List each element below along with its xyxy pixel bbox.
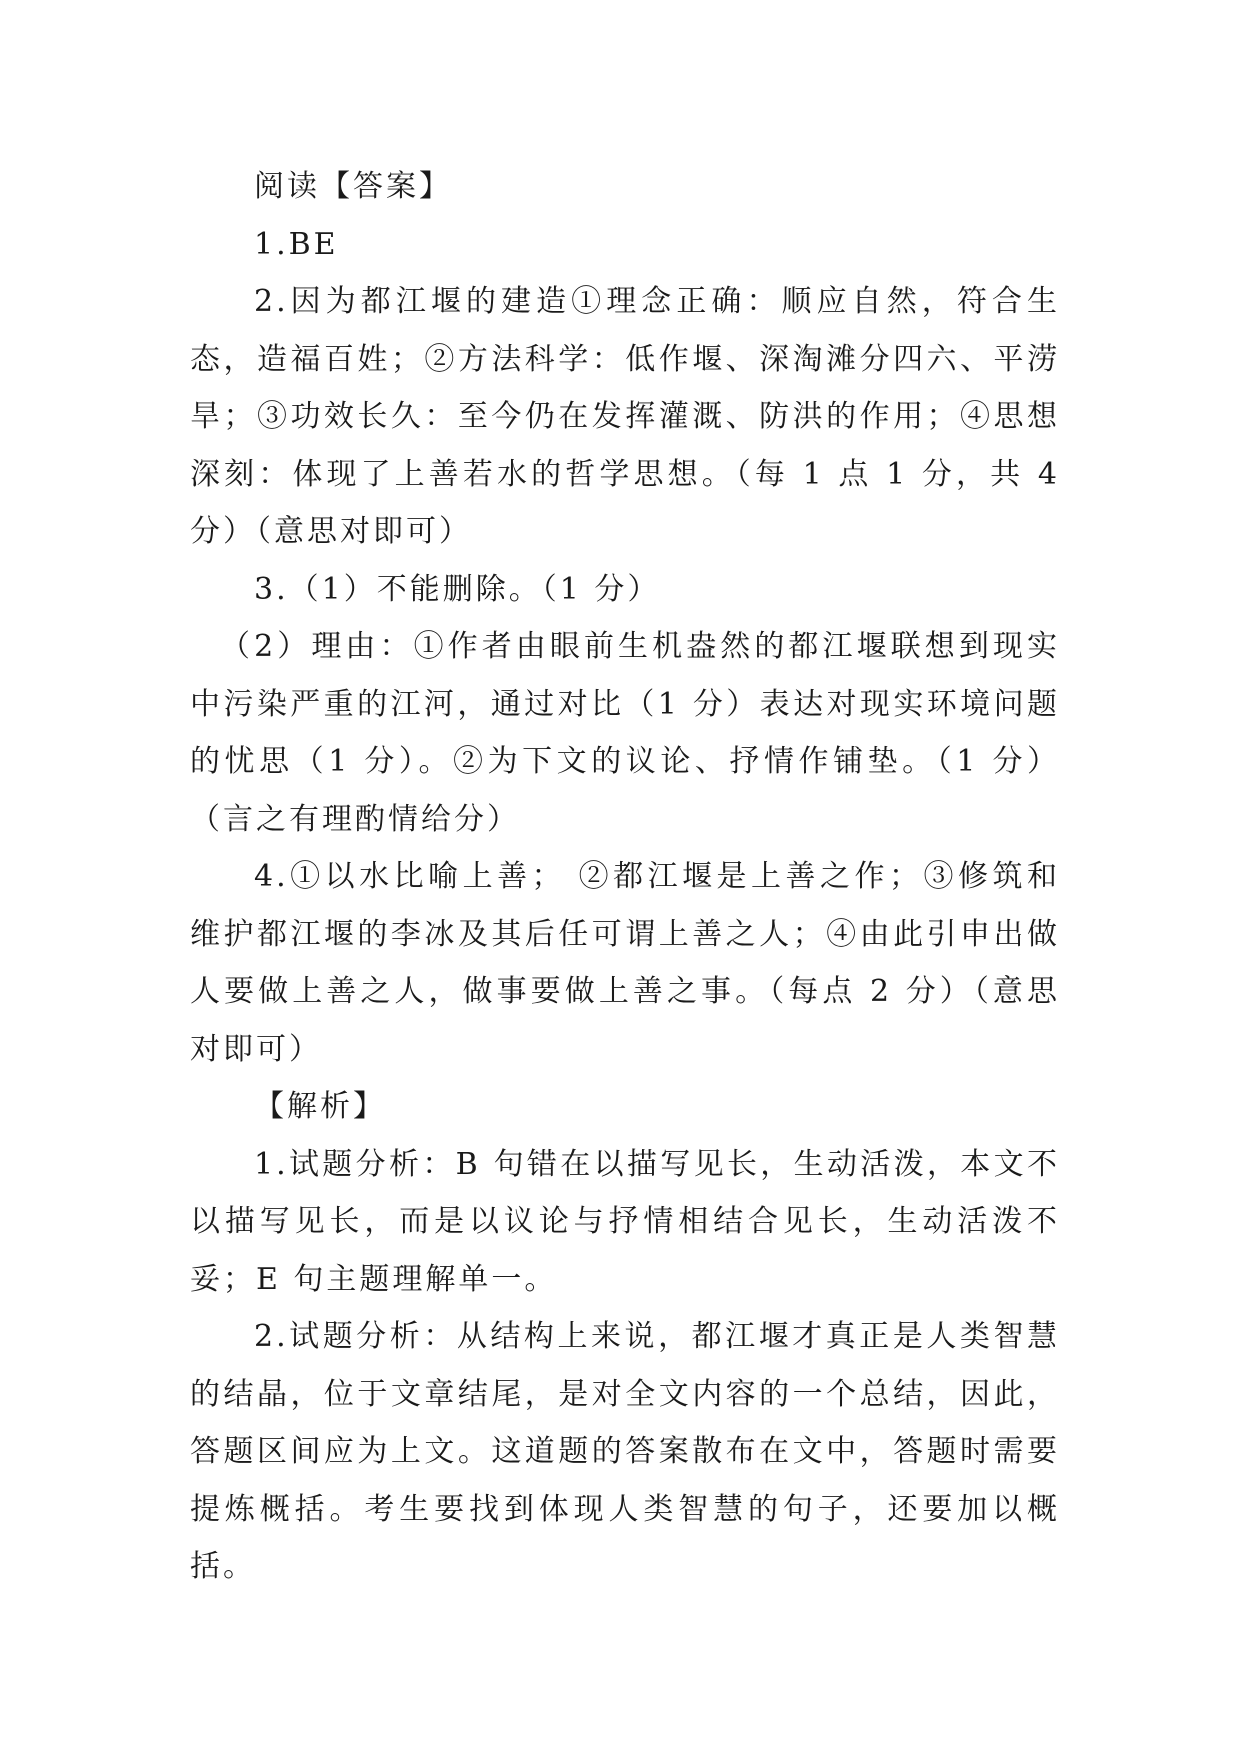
answer-heading: 阅读【答案】 [254,169,452,204]
analysis-heading: 【解析】 [254,1089,386,1124]
answer-4: 4.①以水比喻上善； ②都江堰是上善之作；③修筑和维护都江堰的李冰及其后任可谓上善之人；④由此引申出做人要做上善之人，做事要做上善之事。（每点 2 分）（意思对即可） [190,859,1060,1067]
document-body [190,158,1060,1596]
answer-3-part-1: 3.（1）不能删除。（1 分） [254,571,661,607]
answer-3-part-2: （2）理由：①作者由眼前生机盎然的都江堰联想到现实中污染严重的江河，通过对比（1 分）表达对现实环境问题的忧思（1 分）。②为下文的议论、抒情作铺垫。（1 分）（言之有理酌情给分） [190,629,1060,837]
answer-1: 1.BE [254,226,339,262]
answer-2: 2.因为都江堰的建造①理念正确：顺应自然，符合生态，造福百姓；②方法科学：低作堰、深淘滩分四六、平涝旱；③功效长久：至今仍在发挥灌溉、防洪的作用；④思想深刻：体现了上善若水的哲学思想。（每 1 点 1 分，共 4 分）（意思对即可） [190,284,1060,549]
analysis-1: 1.试题分析：B 句错在以描写见长，生动活泼，本文不以描写见长，而是以议论与抒情相结合见长，生动活泼不妥；E 句主题理解单一。 [190,1146,1060,1297]
analysis-2: 2.试题分析：从结构上来说，都江堰才真正是人类智慧的结晶，位于文章结尾，是对全文内容的一个总结，因此，答题区间应为上文。这道题的答案散布在文中，答题时需要提炼概括。考生要找到体现人类智慧的句子，还要加以概括。 [190,1319,1060,1584]
